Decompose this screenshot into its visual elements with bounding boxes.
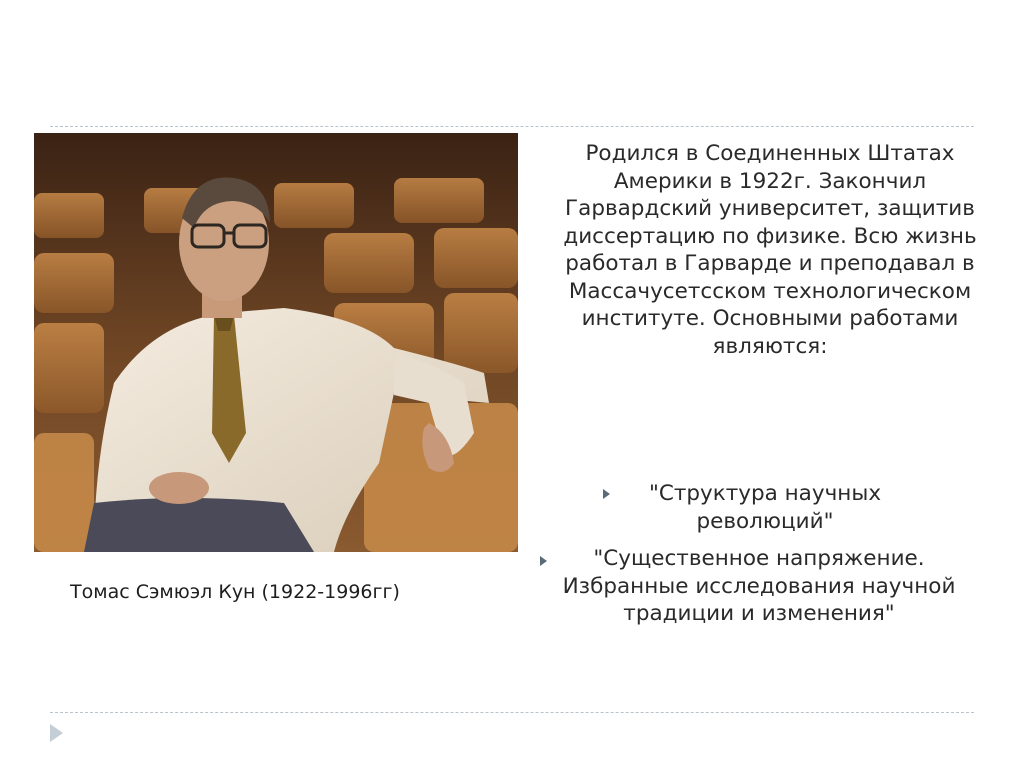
work-title: "Существенное напряжение. Избранные исследования научной традиции и изменения" xyxy=(562,546,956,626)
work-title: "Структура научных революций" xyxy=(648,481,882,534)
portrait-caption: Томас Сэмюэл Кун (1922-1996гг) xyxy=(70,581,400,603)
biography-text: Родился в Соединенных Штатах Америки в 1922г. Закончил Гарвардский университет, защитив диссертацию по физике. Всю жизнь работал в Гарварде и преподавал в Массачусетсском технологическом институте. Основными работами являются: xyxy=(563,141,977,359)
portrait-photo xyxy=(34,133,518,552)
next-slide-arrow-icon[interactable] xyxy=(50,724,63,742)
top-divider xyxy=(50,126,974,127)
list-item xyxy=(530,480,980,535)
list-item xyxy=(530,545,980,628)
works-list xyxy=(530,480,980,638)
bottom-divider xyxy=(50,712,974,713)
triangle-bullet-icon xyxy=(603,489,610,499)
triangle-bullet-icon xyxy=(540,556,547,566)
